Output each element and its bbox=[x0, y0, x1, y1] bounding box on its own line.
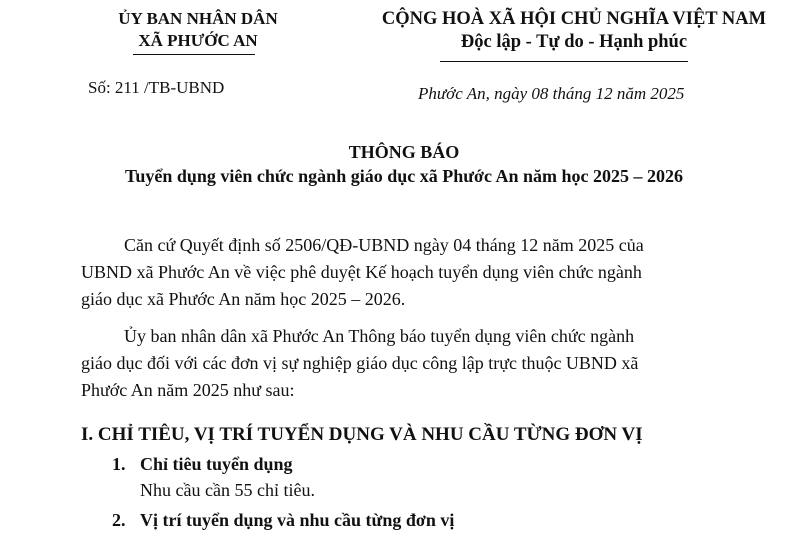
document-number: Số: 211 /TB-UBND bbox=[88, 78, 225, 97]
item-number: 2. bbox=[112, 510, 126, 530]
agency-line-1: ỦY BAN NHÂN DÂN bbox=[118, 9, 278, 28]
paragraph-line: giáo dục đối với các đơn vị sự nghiệp giáo dục công lập trực thuộc UBND xã bbox=[81, 353, 639, 373]
motto-line: Độc lập - Tự do - Hạnh phúc bbox=[460, 32, 688, 52]
agency-line-2: XÃ PHƯỚC AN bbox=[138, 31, 258, 50]
item-1-description: Nhu cầu cần 55 chỉ tiêu. bbox=[140, 480, 315, 500]
item-label: Vị trí tuyển dụng và nhu cầu từng đơn vị bbox=[140, 510, 455, 530]
paragraph-line: giáo dục xã Phước An năm học 2025 – 2026. bbox=[81, 289, 406, 309]
paragraph-line: Ủy ban nhân dân xã Phước An Thông báo tuyển dụng viên chức ngành bbox=[124, 326, 635, 346]
section-item-1 bbox=[112, 454, 293, 475]
paragraph-line: Căn cứ Quyết định số 2506/QĐ-UBND ngày 04 tháng 12 năm 2025 của bbox=[124, 235, 644, 255]
national-motto bbox=[340, 8, 808, 54]
section-heading: I. CHỈ TIÊU, VỊ TRÍ TUYỂN DỤNG VÀ NHU CẦU TỪNG ĐƠN VỊ bbox=[81, 424, 643, 445]
section-item-2 bbox=[112, 510, 454, 531]
country-name: CỘNG HOÀ XÃ HỘI CHỦ NGHĨA VIỆT NAM bbox=[381, 9, 767, 29]
motto-underline bbox=[440, 61, 688, 62]
document-date: Phước An, ngày 08 tháng 12 năm 2025 bbox=[418, 84, 685, 103]
paragraph-line: Phước An năm 2025 như sau: bbox=[81, 380, 295, 400]
issuing-agency bbox=[78, 8, 318, 52]
item-number: 1. bbox=[112, 454, 126, 474]
item-label: Chỉ tiêu tuyển dụng bbox=[140, 454, 293, 474]
agency-underline bbox=[133, 54, 255, 55]
document-subtitle: Tuyển dụng viên chức ngành giáo dục xã Phước An năm học 2025 – 2026 bbox=[124, 166, 684, 186]
document-title: THÔNG BÁO bbox=[348, 142, 460, 162]
paragraph-line: UBND xã Phước An về việc phê duyệt Kế hoạch tuyển dụng viên chức ngành bbox=[81, 262, 642, 282]
